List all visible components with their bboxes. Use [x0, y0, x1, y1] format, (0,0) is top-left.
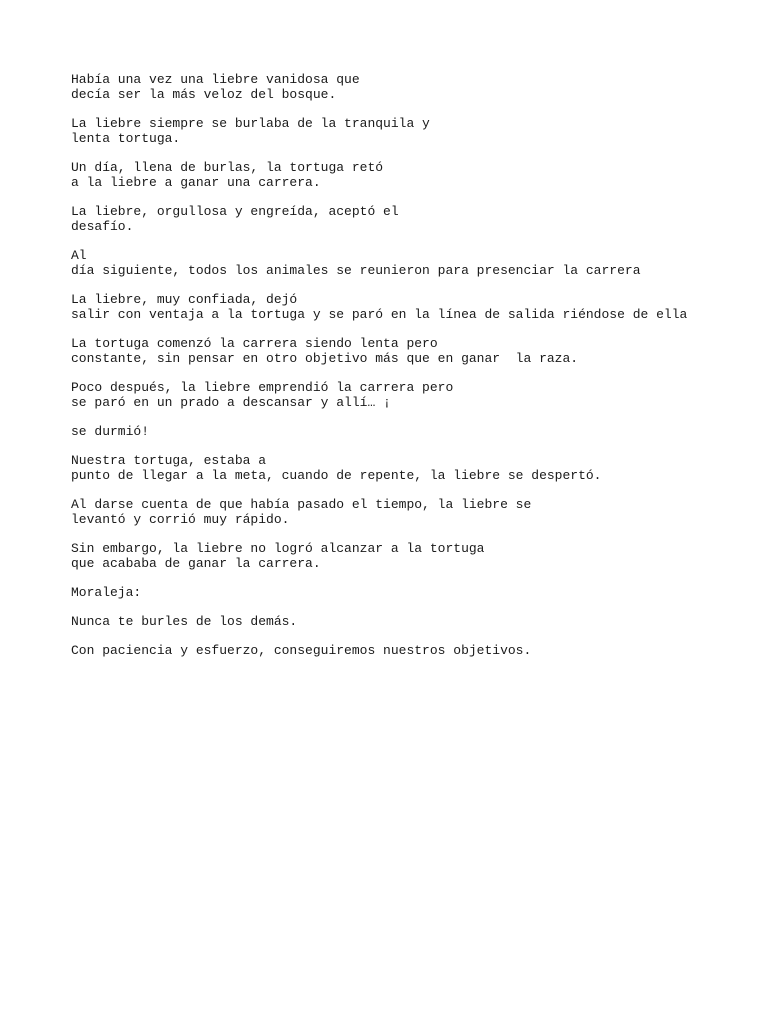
- text-line: que acababa de ganar la carrera.: [71, 556, 321, 571]
- paragraph-8: [71, 380, 751, 410]
- paragraph-4: [71, 204, 751, 234]
- text-line: Había una vez una liebre vanidosa que: [71, 72, 360, 87]
- paragraph-moral-2: [71, 643, 751, 658]
- text-line: lenta tortuga.: [71, 131, 181, 146]
- text-line: Al: [71, 248, 87, 263]
- paragraph-3: [71, 160, 751, 190]
- paragraph-12: [71, 541, 751, 571]
- text-line: constante, sin pensar en otro objetivo más que en ganar la raza.: [71, 351, 579, 366]
- paragraph-moral-1: [71, 614, 751, 629]
- text-line: punto de llegar a la meta, cuando de repente, la liebre se despertó.: [71, 468, 602, 483]
- text-line: Moraleja:: [71, 585, 142, 600]
- text-line: levantó y corrió muy rápido.: [71, 512, 290, 527]
- text-line: La tortuga comenzó la carrera siendo lenta pero: [71, 336, 438, 351]
- paragraph-11: [71, 497, 751, 527]
- text-line: Con paciencia y esfuerzo, conseguiremos nuestros objetivos.: [71, 643, 532, 658]
- paragraph-7: [71, 336, 751, 366]
- document-body: [71, 72, 751, 672]
- text-line: desafío.: [71, 219, 134, 234]
- text-line: Sin embargo, la liebre no logró alcanzar a la tortuga: [71, 541, 485, 556]
- text-line: La liebre siempre se burlaba de la tranquila y: [71, 116, 430, 131]
- paragraph-9: [71, 424, 751, 439]
- paragraph-2: [71, 116, 751, 146]
- paragraph-1: [71, 72, 751, 102]
- paragraph-5: [71, 248, 751, 278]
- text-line: a la liebre a ganar una carrera.: [71, 175, 321, 190]
- text-line: se paró en un prado a descansar y allí… ¡: [71, 395, 391, 410]
- paragraph-moraleja-heading: [71, 585, 751, 600]
- text-line: día siguiente, todos los animales se reunieron para presenciar la carrera: [71, 263, 641, 278]
- text-line: Nunca te burles de los demás.: [71, 614, 298, 629]
- text-line: Nuestra tortuga, estaba a: [71, 453, 267, 468]
- text-line: Al darse cuenta de que había pasado el tiempo, la liebre se: [71, 497, 532, 512]
- text-line: decía ser la más veloz del bosque.: [71, 87, 337, 102]
- paragraph-6: [71, 292, 751, 322]
- text-line: salir con ventaja a la tortuga y se paró en la línea de salida riéndose de ella: [71, 307, 688, 322]
- text-line: La liebre, orgullosa y engreída, aceptó el: [71, 204, 399, 219]
- text-line: Un día, llena de burlas, la tortuga retó: [71, 160, 384, 175]
- text-line: Poco después, la liebre emprendió la carrera pero: [71, 380, 454, 395]
- text-line: La liebre, muy confiada, dejó: [71, 292, 298, 307]
- text-line: se durmió!: [71, 424, 150, 439]
- paragraph-10: [71, 453, 751, 483]
